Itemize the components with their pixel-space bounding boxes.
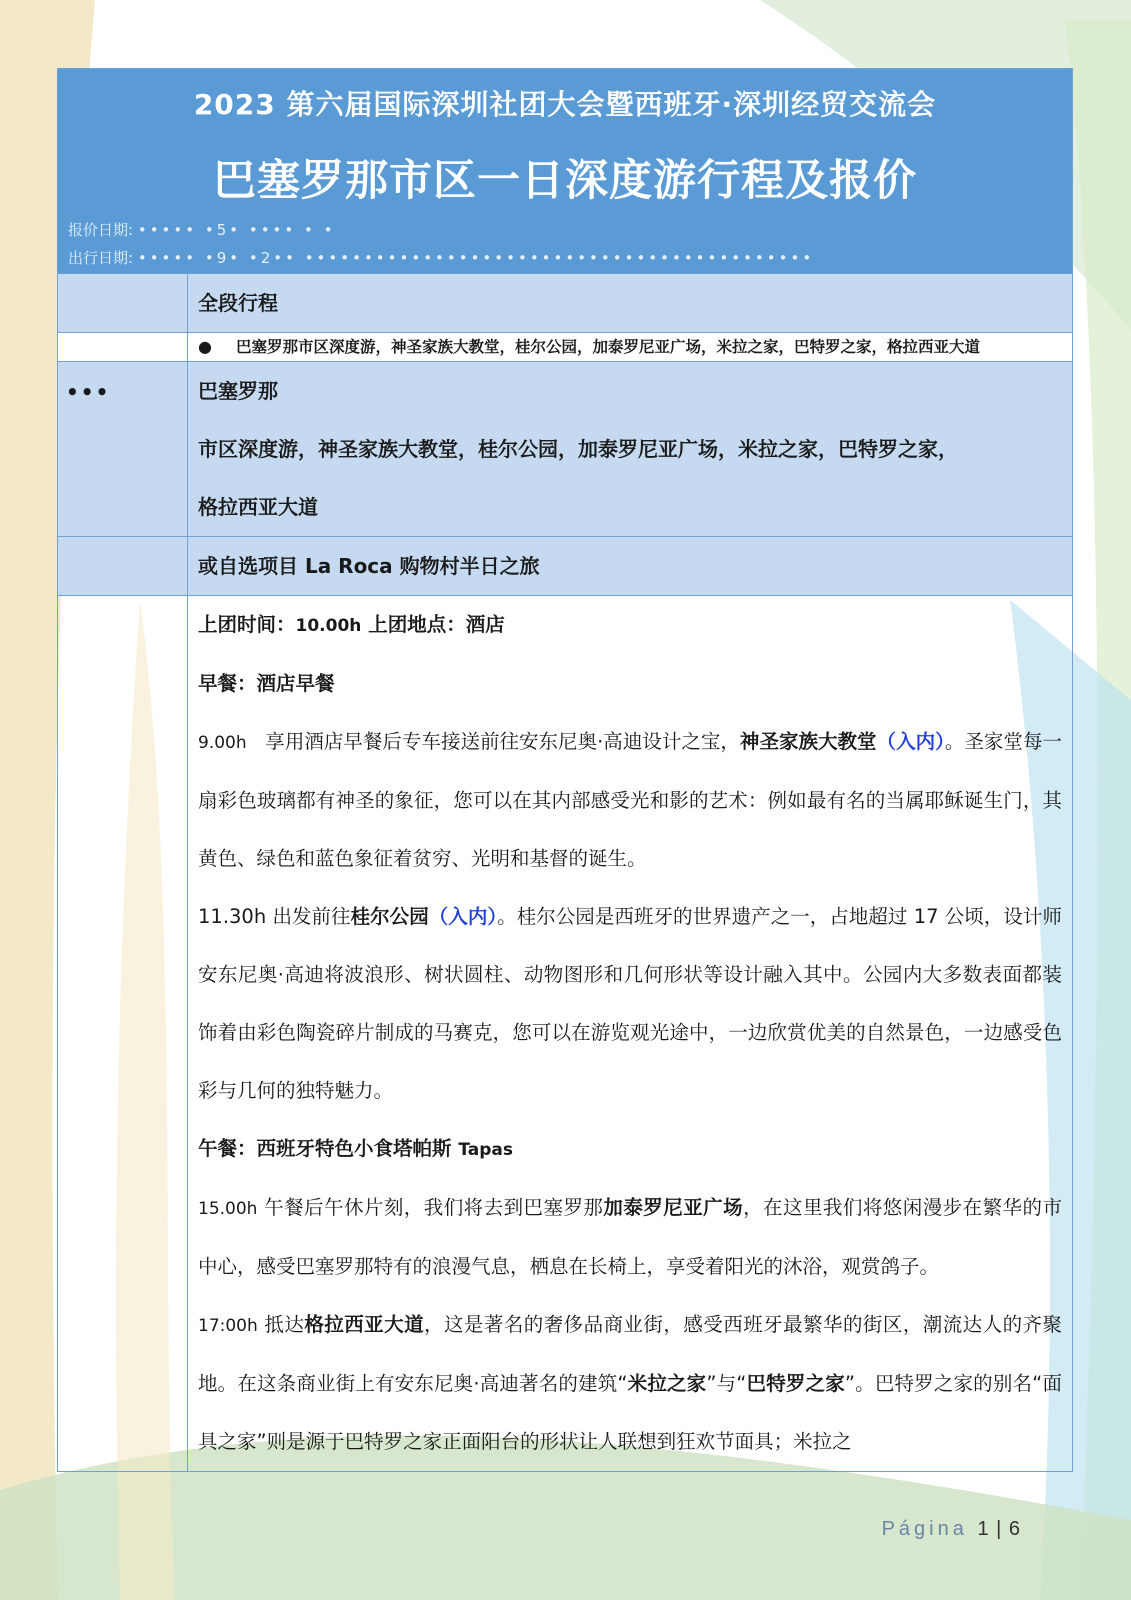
entry-tag: （入内） [876,730,945,753]
empty-cell [58,333,188,362]
text: 享用酒店早餐后专车接送前往安东尼奥·高迪设计之宝， [265,730,740,753]
site-name: 格拉西亚大道 [304,1313,425,1336]
breakfast-label: 早餐： [198,672,257,695]
details-cell [188,596,1073,1472]
entry-tag: （入内） [428,905,498,928]
summary-bullet [198,333,1062,361]
site-name: 神圣家族大教堂 [739,730,877,753]
day-city: 巴塞罗那 [198,379,278,403]
time-stamp: 17:00h [198,1316,258,1336]
travel-date-value: ••••• •9• •2•• ••••••••••••••••••••••••••••••••••••••••••• [137,249,815,267]
text: ”与“ [706,1372,747,1395]
paragraph-gracia [198,1296,1062,1471]
meeting-place: 酒店 [465,613,505,636]
paragraph-catalunya [198,1179,1062,1296]
time-stamp: 11.30h [198,905,267,928]
time-stamp: 15.00h [198,1199,258,1219]
text: 。圣家堂每一扇彩色玻璃都有神圣的象征，您可以在其内部感受光和影的艺术：例如最有名的当属耶稣诞生门，其黄色、绿色和蓝色象征着贫穷、光明和基督的诞生。 [198,730,1062,870]
bullet-icon: ● [198,337,212,356]
empty-cell [58,537,188,596]
text: 午餐后午休片刻，我们将去到巴塞罗那 [264,1196,604,1219]
quote-date-label: 报价日期: [68,221,134,239]
text: ”。巴特罗之家的别名“面具之家”则是源于巴特罗之家正面阳台的形状让人联想到狂欢节面具；米拉之 [198,1372,1062,1453]
summary-text: 巴塞罗那市区深度游，神圣家族大教堂，桂尔公园，加泰罗尼亚广场，米拉之家，巴特罗之家，格拉西亚大道 [236,338,981,356]
breakfast-info [198,655,1062,713]
page-footer [882,1518,1021,1541]
header-banner [58,69,1073,274]
day-marker-cell [58,362,188,537]
page-title: 巴塞罗那市区一日深度游行程及报价 [213,156,917,206]
day-sites-line1: 市区深度游，神圣家族大教堂，桂尔公园，加泰罗尼亚广场，米拉之家，巴特罗之家， [198,437,958,461]
meeting-time-label: 上团时间： [198,613,296,636]
text: 出发前往 [272,905,351,928]
section-title: 全段行程 [198,291,278,315]
lunch-info [198,1120,1062,1179]
lunch-label: 午餐： [198,1137,257,1160]
summary-cell [188,333,1073,362]
empty-cell [58,274,188,333]
day-sites-cell [188,362,1073,537]
text: ，在这里我们将悠闲漫步在繁华的市中心，感受巴塞罗那特有的浪漫气息，栖息在长椅上，享受着阳光的沐浴，观赏鸽子。 [198,1196,1062,1278]
event-title: 2023 第六届国际深圳社团大会暨西班牙·深圳经贸交流会 [193,88,937,121]
travel-date [68,247,814,268]
text: 抵达 [264,1313,305,1336]
day-sites-line2: 格拉西亚大道 [198,495,318,519]
optional-tour: 或自选项目 La Roca 购物村半日之旅 [198,554,540,578]
meeting-time: 10.00h [295,616,362,636]
quote-date-value: ••••• •5• •••• • • [137,221,336,239]
paragraph-guell [198,888,1062,1120]
site-name: 巴特罗之家 [746,1372,845,1395]
lunch-value: 西班牙特色小食塔帕斯 [256,1137,452,1160]
section-title-cell [188,274,1073,333]
optional-cell [188,537,1073,596]
time-stamp: 9.00h [198,733,247,753]
text: ，这是著名的奢侈品商业街，感受西班牙最繁华的街区，潮流达人的齐聚地。在这条商业街上有安东尼奥·高迪著名的建筑“ [198,1313,1062,1395]
meeting-place-label: 上团地点： [368,613,466,636]
day-marker: ••• [66,380,111,404]
travel-date-label: 出行日期: [68,249,134,267]
site-name: 桂尔公园 [350,905,429,928]
site-name: 加泰罗尼亚广场 [603,1196,744,1219]
page-word: Página [881,1518,968,1540]
paragraph-sagrada [198,713,1062,888]
meeting-info [198,596,1062,655]
page-number: 1 | 6 [977,1518,1021,1540]
site-name: 米拉之家 [627,1372,707,1395]
text: 。桂尔公园是西班牙的世界遗产之一，占地超过 17 公顷，设计师安东尼奥·高迪将波浪形、树状圆柱、动物图形和几何形状等设计融入其中。公园内大多数表面都装饰着由彩色陶瓷碎片制成的马赛克，您可以在游览观光途中，一边欣赏优美的自然景色，一边感受色彩与几何的独特魅力。 [198,905,1062,1102]
itinerary-table [57,68,1073,1472]
breakfast-value: 酒店早餐 [256,672,335,695]
lunch-en: Tapas [458,1140,513,1160]
empty-cell [58,596,188,1472]
quote-date [68,219,335,240]
